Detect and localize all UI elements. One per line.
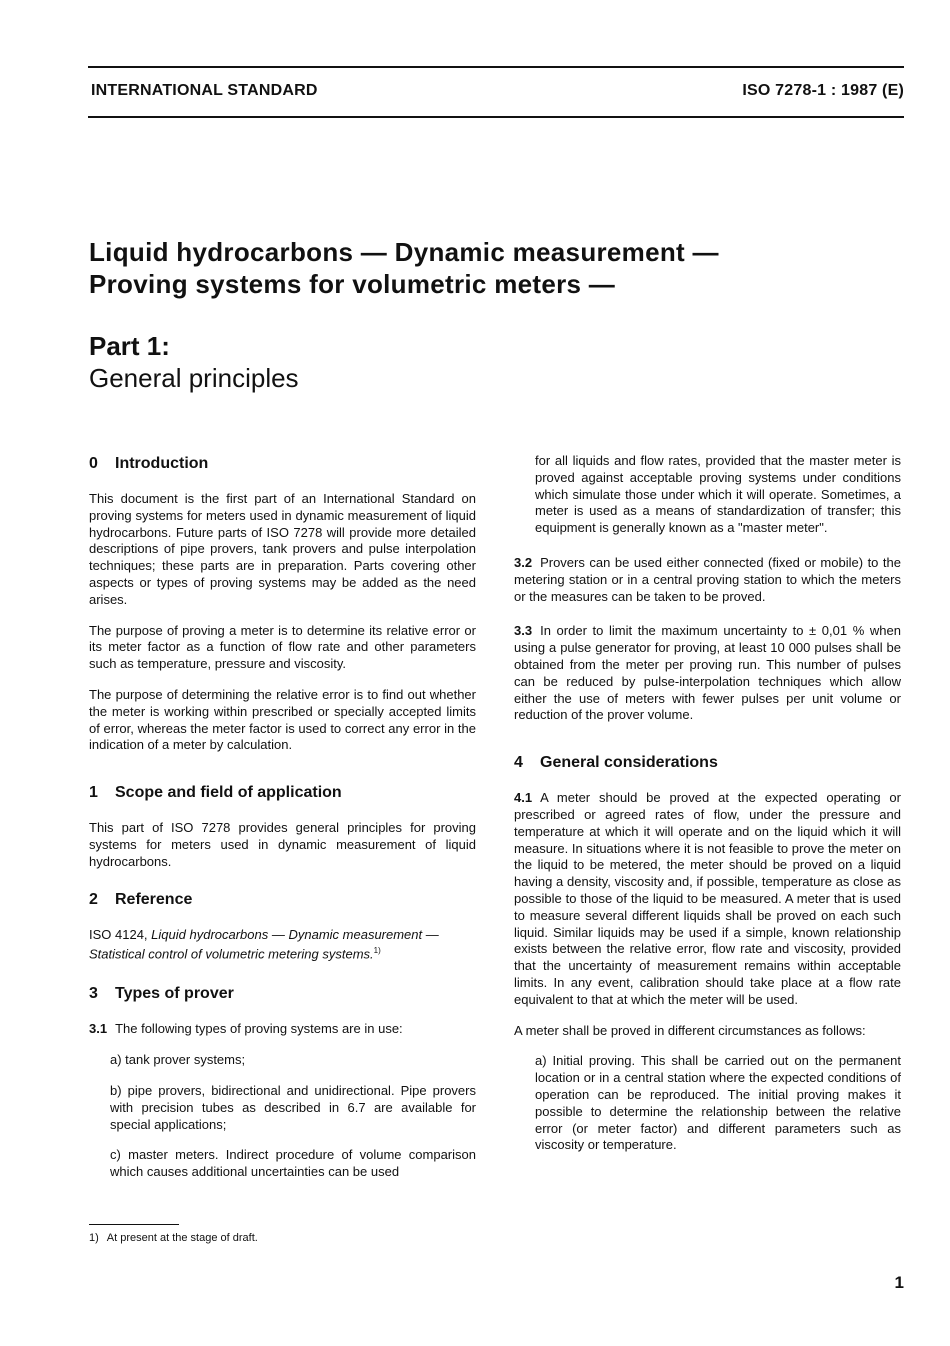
footnote-rule bbox=[89, 1224, 179, 1225]
title-line-2: Proving systems for volumetric meters — bbox=[89, 269, 616, 299]
list-item-initial-proving: a) Initial proving. This shall be carried out on the permanent location or in a central station where the expected conditions of operation can be reproduced. The initial proving makes it possible to determine the relationship between the relative error (or meter factor) and different parameters such as viscosity or temperature. bbox=[535, 1053, 901, 1153]
intro-paragraph-2: The purpose of proving a meter is to determine its relative error or its meter factor as a function of flow rate and other parameters such as temperature, pressure and viscosity. bbox=[89, 622, 476, 672]
standard-label: INTERNATIONAL STANDARD bbox=[91, 82, 318, 99]
circumstances-paragraph: A meter shall be proved in different circumstances as follows: bbox=[514, 1022, 866, 1038]
intro-paragraph-3: The purpose of determining the relative error is to find out whether the meter is working within prescribed or specially accepted limits of error, whereas the meter factor is used to correct any error in the indication of a meter by calculation. bbox=[89, 686, 476, 753]
right-column bbox=[514, 453, 901, 1168]
scope-paragraph: This part of ISO 7278 provides general principles for proving systems for meters used in dynamic measurement of liquid hydrocarbons. bbox=[89, 820, 476, 869]
reference-title: Liquid hydrocarbons — Dynamic measurement — Statistical control of volumetric metering systems. bbox=[89, 926, 439, 962]
clause-3-1: 3.1 The following types of proving systems are in use: bbox=[89, 1021, 403, 1037]
clause-4-1: 4.1 A meter should be proved at the expected operating or prescribed or agreed rates of flow, under the pressure and temperature at which it will operate and on the liquid which it will measure. In situations where it is not feasible to prove the meter on the liquid to be metered, the meter should be proved on a liquid having a density, viscosity and, if possible, temperature as close as possible to those of the liquid to be measured. A meter that is used to measure several different liquids shall be proved on each such liquid. Similar liquids may be used if a simple, known relationship exists between the relative error, flow rate and viscosity, provided that the uncertainty of measurement remains within acceptable limits. In any event, calibration should take place at a flow rate equivalent to that at which the meter will be used. bbox=[514, 790, 901, 1007]
title-line-1: Liquid hydrocarbons — Dynamic measurement — bbox=[89, 237, 719, 267]
footnote-marker: 1) bbox=[373, 946, 381, 956]
section-2-heading: 2 Reference bbox=[89, 890, 193, 908]
document-number: ISO 7278-1 : 1987 (E) bbox=[742, 82, 904, 99]
left-column bbox=[89, 453, 476, 1195]
part-label: Part 1: bbox=[89, 331, 170, 361]
footnote: 1) At present at the stage of draft. bbox=[89, 1232, 258, 1244]
document-title bbox=[89, 236, 849, 300]
section-4-heading: 4 General considerations bbox=[514, 754, 718, 772]
page-number: 1 bbox=[894, 1273, 904, 1292]
part-heading bbox=[89, 330, 299, 394]
intro-paragraph-1: This document is the first part of an International Standard on proving systems for meters used in dynamic measurement of liquid hydrocarbons. Future parts of ISO 7278 will provide more detailed descriptions of pipe provers, tank provers and pulse interpolation techniques; these parts are in preparation. Parts covering other aspects or types of proving systems may be added as the need arises. bbox=[89, 491, 476, 607]
clause-3-2: 3.2 Provers can be used either connected (fixed or mobile) to the metering station or in a central proving station to which the meters or the measures can be taken to be proved. bbox=[514, 554, 901, 604]
header-bottom-rule bbox=[88, 116, 904, 118]
reference-paragraph: ISO 4124, Liquid hydrocarbons — Dynamic measurement — Statistical control of volumetric metering systems.$^{1)}$ bbox=[89, 926, 439, 962]
list-item-c-continued: for all liquids and flow rates, provided that the master meter is proved against acceptable proving systems under conditions which simulate those under which it will operate. Sometimes, a meter is used as a means of standardization of transfer; this equipment is generally known as a "master meter". bbox=[535, 453, 901, 536]
list-item-b: b) pipe provers, bidirectional and unidirectional. Pipe provers with precision tubes as described in 6.7 are available for special applications; bbox=[110, 1083, 476, 1132]
header-top-rule bbox=[88, 66, 904, 68]
section-1-heading: 1 Scope and field of application bbox=[89, 784, 342, 802]
section-0-heading: 0 Introduction bbox=[89, 455, 209, 472]
section-3-heading: 3 Types of prover bbox=[89, 985, 234, 1003]
list-item-c: c) master meters. Indirect procedure of volume comparison which causes additional uncertainties can be used bbox=[110, 1147, 476, 1180]
clause-3-3: 3.3 In order to limit the maximum uncertainty to ± 0,01 % when using a pulse generator for proving, at least 10 000 pulses shall be obtained from the meter per proving run. This number of pulses can be reduced by pulse-interpolation techniques which allow either the use of meters with fewer pulses per unit volume or reduction of the prover volume. bbox=[514, 623, 901, 723]
part-subtitle: General principles bbox=[89, 363, 299, 393]
list-item-a: a) tank prover systems; bbox=[110, 1052, 246, 1068]
